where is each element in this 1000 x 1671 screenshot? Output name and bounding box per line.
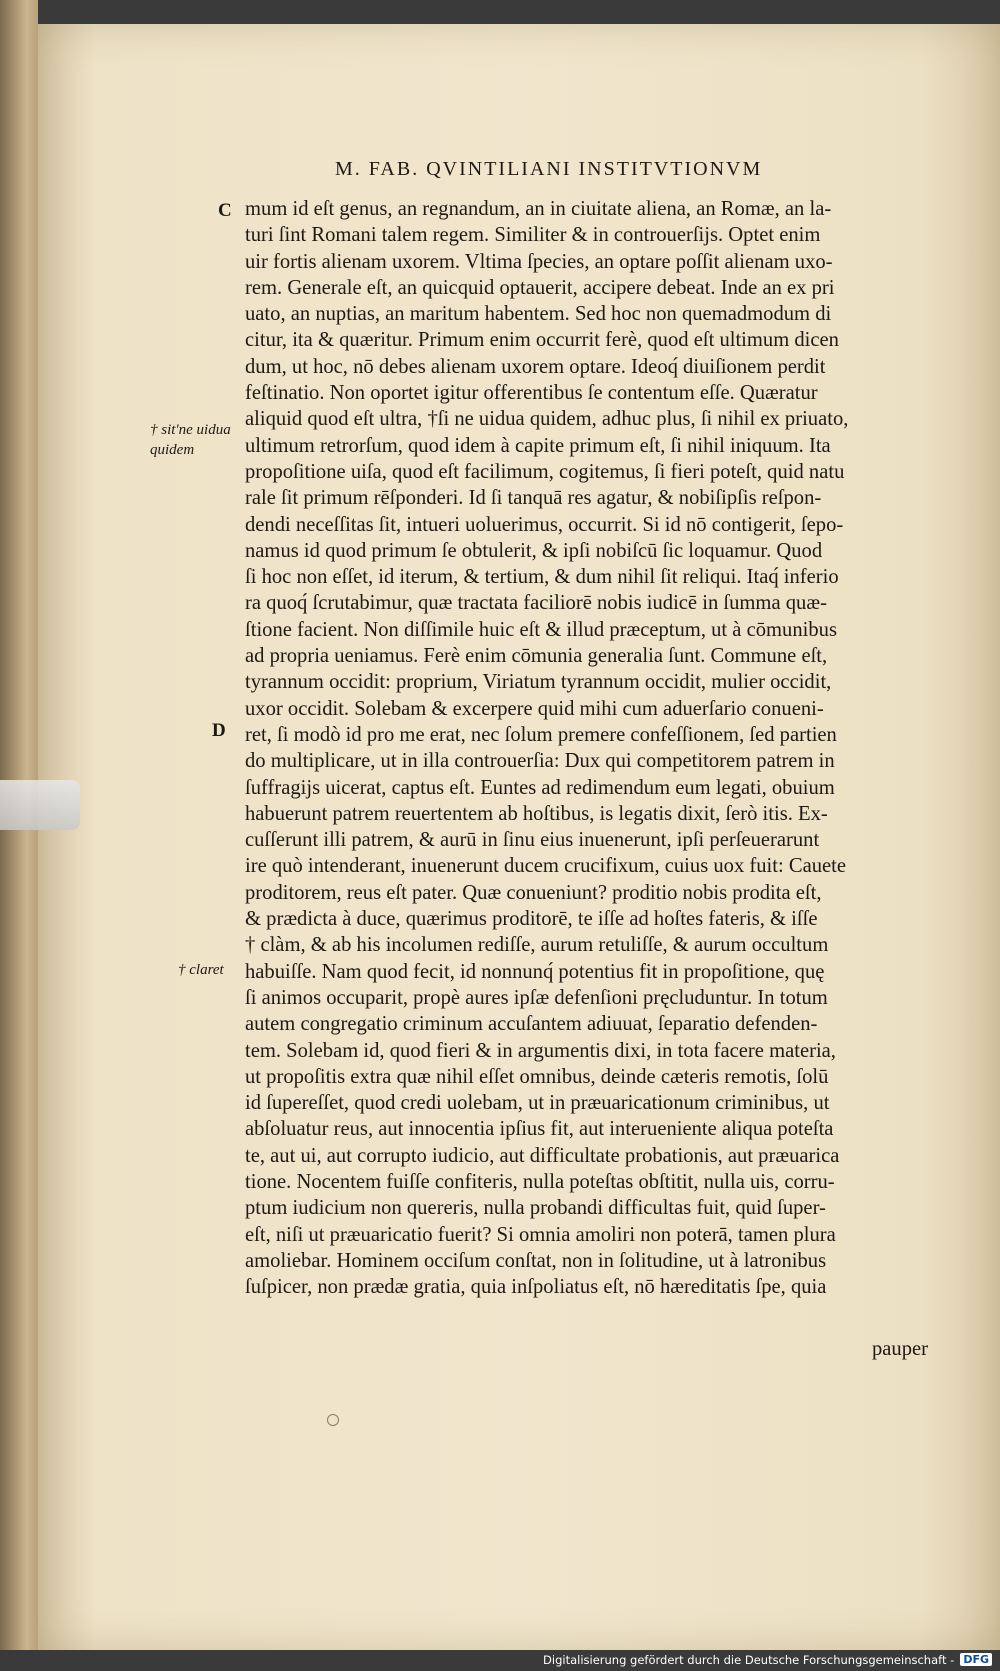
text-line: ſi animos occuparit, propè aures ipſæ defenſioni pręcluduntur. In totum	[245, 986, 828, 1009]
text-line: ut propoſitis extra quæ nihil eſſet omnibus, deinde cæteris remotis, ſolū	[245, 1065, 829, 1088]
text-line: rale ſit primum rēſponderi. Id ſi tanquā res agatur, & nobiſipſis reſpon-	[245, 487, 822, 510]
text-line: do multiplicare, ut in illa controuerſia: Dux qui competitorem patrem in	[245, 750, 835, 773]
text-line: propoſitione uiſa, quod eſt facilimum, cogitemus, ſi fieri poteſt, quid natu	[245, 460, 845, 483]
text-line: uxor occidit. Solebam & excerpere quid mihi cum aduerſario conueni-	[245, 697, 824, 720]
section-mark-d: D	[212, 720, 226, 741]
text-line: ſuffragijs uicerat, captus eſt. Euntes ad redimendum eum legati, obuium	[245, 776, 835, 799]
text-line: tyrannum occidit: proprium, Viriatum tyrannum occidit, mulier occidit,	[245, 671, 832, 694]
text-line: ſuſpicer, non prædæ gratia, quia inſpoliatus eſt, nō hæreditatis ſpe, quia	[245, 1276, 827, 1299]
text-line: dendi neceſſitas ſit, intueri uoluerimus, occurrit. Si id nō contigerit, ſepo-	[245, 513, 844, 536]
text-line: uato, an nuptias, an maritum habentem. Sed hoc non quemadmodum di	[245, 303, 832, 326]
text-line: turi ſint Romani talem regem. Similiter & in controuerſijs. Optet enim	[245, 224, 821, 247]
margin-note-sitne-uidua: † sit'ne uidua quidem	[150, 422, 231, 458]
text-line: habuiſſe. Nam quod fecit, id nonnunq́ potentius fit in propoſitione, quę	[245, 960, 825, 983]
text-line: ad propria ueniamus. Ferè enim cōmunia generalia ſunt. Commune eſt,	[245, 645, 828, 668]
running-title: M. FAB. QVINTILIANI INSTITVTIONVM	[335, 158, 763, 180]
text-line: eſt, niſi ut præuaricatio fuerit? Si omnia amoliri non poterā, tamen plura	[245, 1223, 836, 1246]
text-line: rem. Generale eſt, an quicquid optauerit, accipere debeat. Inde an ex pri	[245, 276, 835, 299]
text-line: ra quoq́ ſcrutabimur, quæ tractata faciliorē nobis iudicē in ſumma quæ-	[245, 592, 827, 615]
text-line: amoliebar. Hominem occiſum conſtat, non in ſolitudine, ut à latronibus	[245, 1249, 827, 1272]
text-line: † clàm, & ab his incolumen rediſſe, aurum retuliſſe, & aurum occultum	[245, 934, 829, 957]
body-text-block	[245, 196, 950, 1300]
text-line: ret, ſi modò id pro me erat, nec ſolum premere confeſſionem, ſed partien	[245, 723, 837, 746]
text-line: abſoluatur reus, aut innocentia ipſius fit, aut interueniente aliqua poteſta	[245, 1118, 834, 1141]
text-line: & prædicta à duce, quærimus proditorē, te iſſe ad hoſtes fateris, & iſſe	[245, 908, 818, 931]
catchword: pauper	[872, 1338, 929, 1360]
text-line: citur, ita & quæritur. Primum enim occurrit ferè, quod eſt ultimum dicen	[245, 329, 839, 352]
text-line: habuerunt patrem reuertentem ab hoſtibus, is legatis dixit, ſerò itis. Ex-	[245, 802, 828, 825]
text-line: ſi hoc non eſſet, id iterum, & tertium, & dum nihil ſit reliqui. Itaq́ inferio	[245, 566, 839, 589]
page-tab-marker	[0, 780, 80, 830]
text-line: dum, ut hoc, nō debes alienam uxorem optare. Ideoq́ diuiſionem perdit	[245, 355, 826, 378]
text-line: uir fortis alienam uxorem. Vltima ſpecies, an optare poſſit alienam uxo-	[245, 250, 833, 273]
digitization-credit	[543, 1650, 992, 1669]
text-line: ire quò intenderant, inuenerunt ducem crucifixum, cuius uox fuit: Cauete	[245, 855, 847, 878]
margin-note-claret: † claret	[178, 962, 224, 978]
text-line: ultimum retrorſum, quod idem à capite primum eſt, ſi nihil iniquum. Ita	[245, 434, 831, 457]
text-line: autem congregatio criminum accuſantem adiuuat, ſeparatio defenden-	[245, 1013, 818, 1036]
text-line: feſtinatio. Non oportet igitur offerentibus ſe contentum eſſe. Quæratur	[245, 382, 818, 405]
dfg-logo: DFG	[960, 1653, 992, 1666]
text-line: proditorem, reus eſt pater. Quæ conueniunt? proditio nobis prodita eſt,	[245, 881, 822, 904]
text-line: ſtione facient. Non diſſimile huic eſt & illud præceptum, ut à cōmunibus	[245, 618, 837, 641]
text-line: mum id eſt genus, an regnandum, an in ciuitate aliena, an Romæ, an la-	[245, 198, 832, 220]
section-mark-c: C	[218, 200, 232, 221]
text-line: id ſupereſſet, quod credi uolebam, ut in præuaricationum criminibus, ut	[245, 1092, 830, 1115]
credit-text: Digitalisierung gefördert durch die Deutsche Forschungsgemeinschaft -	[543, 1652, 955, 1667]
text-line: te, aut ui, aut corrupto iudicio, aut difficultate probationis, aut præuarica	[245, 1144, 840, 1167]
text-line: ptum iudicium non quereris, nulla probandi difficultas fuit, quid ſuper-	[245, 1197, 826, 1220]
text-line: namus id quod primum ſe obtulerit, & ipſi nobiſcū ſic loquamur. Quod	[245, 539, 823, 562]
text-line: cuſſerunt illi patrem, & aurū in ſinu eius inuenerunt, ipſi perſeuerarunt	[245, 829, 820, 852]
ring-stain	[327, 1414, 339, 1426]
text-line: tem. Solebam id, quod fieri & in argumentis dixi, in tota facere materia,	[245, 1039, 836, 1062]
text-line: aliquid quod eſt ultra, †ſi ne uidua quidem, adhuc plus, ſi nihil ex priuato,	[245, 408, 849, 431]
text-line: tione. Nocentem fuiſſe confiteris, nulla poteſtas obſtitit, nulla uis, corru-	[245, 1170, 835, 1193]
